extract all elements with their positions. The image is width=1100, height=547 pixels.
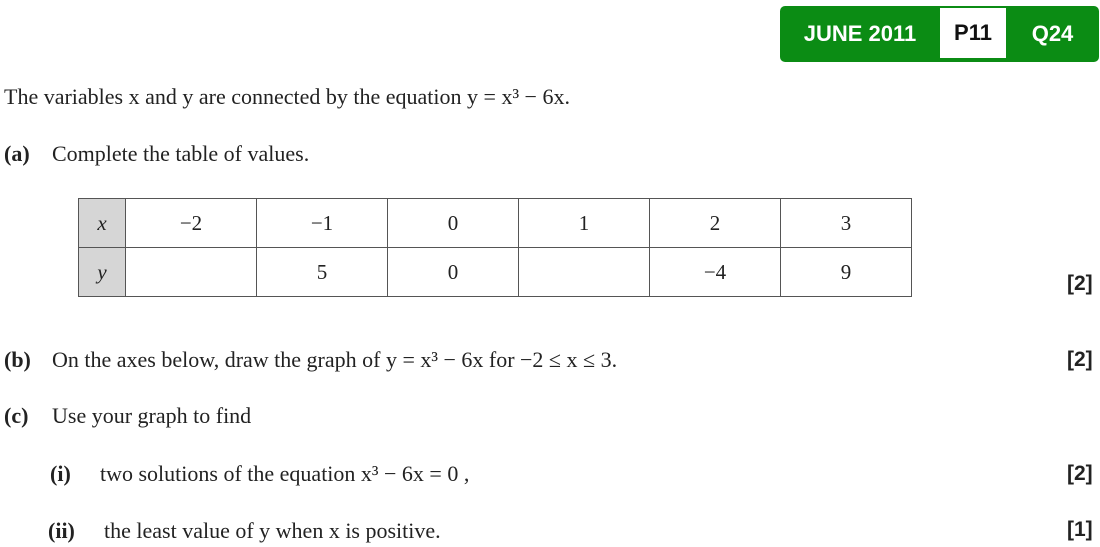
intro-text: The variables x and y are connected by the equation y = x³ − 6x. [4,84,570,109]
y-cell-blank[interactable] [519,248,650,297]
question-badge [780,6,1099,62]
part-b-text: On the axes below, draw the graph of y = x³ − 6x for −2 ≤ x ≤ 3. [52,347,618,372]
y-cell-blank[interactable] [126,248,257,297]
part-c-ii-label: (ii) [48,518,75,543]
x-cell: 0 [388,199,519,248]
part-c-i-label: (i) [50,461,71,486]
part-c-i-text: two solutions of the equation x³ − 6x = 0 , [100,461,470,486]
part-c-ii-text: the least value of y when x is positive. [104,518,441,543]
y-row [79,248,912,297]
y-cell: 0 [388,248,519,297]
x-cell: −2 [126,199,257,248]
part-c-text: Use your graph to find [52,403,252,428]
badge-date: JUNE 2011 [803,21,917,46]
x-cell: 1 [519,199,650,248]
part-c-i-marks: [2] [1067,462,1093,485]
badge-paper: P11 [940,8,1006,58]
y-cell: 5 [257,248,388,297]
badge-question: Q24 [1031,21,1074,46]
y-cell: 9 [781,248,912,297]
part-b-marks: [2] [1067,348,1093,371]
x-cell: −1 [257,199,388,248]
part-c-label: (c) [4,403,29,428]
part-a-marks: [2] [1067,272,1093,295]
values-table [78,198,912,297]
part-b-label: (b) [4,347,31,372]
x-cell: 2 [650,199,781,248]
x-header: x [79,199,126,248]
x-row [79,199,912,248]
x-cell: 3 [781,199,912,248]
y-cell: −4 [650,248,781,297]
y-header: y [79,248,126,297]
part-a-text: Complete the table of values. [52,141,310,166]
part-c-ii-marks: [1] [1067,518,1093,541]
part-a-label: (a) [4,141,30,166]
